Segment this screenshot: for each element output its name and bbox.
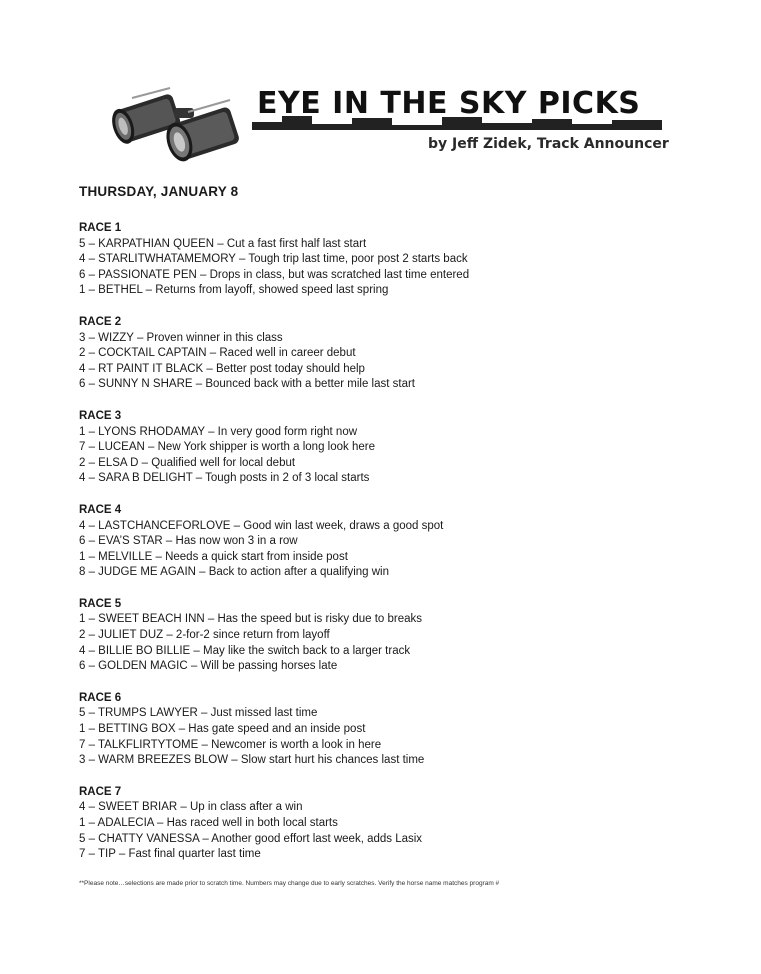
race-block [79,785,729,863]
pick-line: 4 – RT PAINT IT BLACK – Better post today should help [79,362,365,375]
pick-line: 2 – JULIET DUZ – 2-for-2 since return from layoff [79,629,330,642]
race-block [79,221,729,299]
race-title: RACE 4 [79,503,122,516]
pick-line: 4 – SWEET BRIAR – Up in class after a win [79,801,303,814]
race-block [79,409,729,487]
race-block [79,315,729,393]
pick-line: 5 – CHATTY VANESSA – Another good effort last week, adds Lasix [79,832,423,845]
byline: by Jeff Zidek, Track Announcer [428,136,669,152]
pick-line: 6 – GOLDEN MAGIC – Will be passing horses late [79,660,338,673]
races-list [79,221,729,879]
pick-line: 6 – EVA’S STAR – Has now won 3 in a row [79,535,298,548]
race-title: RACE 6 [79,691,122,704]
header-banner [112,78,672,168]
footnote: **Please note…selections are made prior to scratch time. Numbers may change due to early scratches. Verify the horse name matches program # [79,880,500,887]
binoculars-icon [112,78,252,164]
pick-line: 5 – TRUMPS LAWYER – Just missed last time [79,707,318,720]
pick-line: 7 – TALKFLIRTYTOME – Newcomer is worth a look in here [79,738,382,751]
race-title: RACE 2 [79,315,122,328]
pick-line: 4 – STARLITWHATAMEMORY – Tough trip last time, poor post 2 starts back [79,253,468,266]
pick-line: 1 – ADALECIA – Has raced well in both local starts [79,817,338,829]
pick-line: 8 – JUDGE ME AGAIN – Back to action after a qualifying win [79,566,390,579]
pick-line: 5 – KARPATHIAN QUEEN – Cut a fast first half last start [79,237,367,250]
pick-line: 1 – BETTING BOX – Has gate speed and an inside post [79,723,366,736]
pick-line: 4 – SARA B DELIGHT – Tough posts in 2 of 3 local starts [79,472,370,485]
pick-line: 1 – BETHEL – Returns from layoff, showed speed last spring [79,284,389,297]
page-date: THURSDAY, JANUARY 8 [79,184,239,199]
pick-line: 1 – MELVILLE – Needs a quick start from inside post [79,550,348,563]
race-block [79,691,729,769]
pick-line: 2 – COCKTAIL CAPTAIN – Raced well in career debut [79,347,356,360]
pick-line: 7 – LUCEAN – New York shipper is worth a long look here [79,441,375,454]
pick-line: 3 – WARM BREEZES BLOW – Slow start hurt his chances last time [79,754,425,767]
pick-line: 4 – LASTCHANCEFORLOVE – Good win last week, draws a good spot [79,519,444,532]
race-title: RACE 7 [79,785,122,798]
pick-line: 2 – ELSA D – Qualified well for local debut [79,456,296,469]
race-title: RACE 1 [79,222,122,234]
pick-line: 1 – SWEET BEACH INN – Has the speed but is risky due to breaks [79,613,423,626]
pick-line: 6 – PASSIONATE PEN – Drops in class, but was scratched last time entered [79,268,470,281]
race-title: RACE 5 [79,597,122,610]
pick-line: 6 – SUNNY N SHARE – Bounced back with a better mile last start [79,378,415,391]
logo-title: EYE IN THE SKY PICKS [257,86,641,121]
pick-line: 7 – TIP – Fast final quarter last time [79,848,261,861]
pick-line: 4 – BILLIE BO BILLIE – May like the switch back to a larger track [79,644,411,657]
pick-line: 3 – WIZZY – Proven winner in this class [79,331,283,344]
race-block [79,597,729,675]
race-title: RACE 3 [79,409,122,422]
pick-line: 1 – LYONS RHODAMAY – In very good form right now [79,425,358,438]
race-block [79,503,729,581]
